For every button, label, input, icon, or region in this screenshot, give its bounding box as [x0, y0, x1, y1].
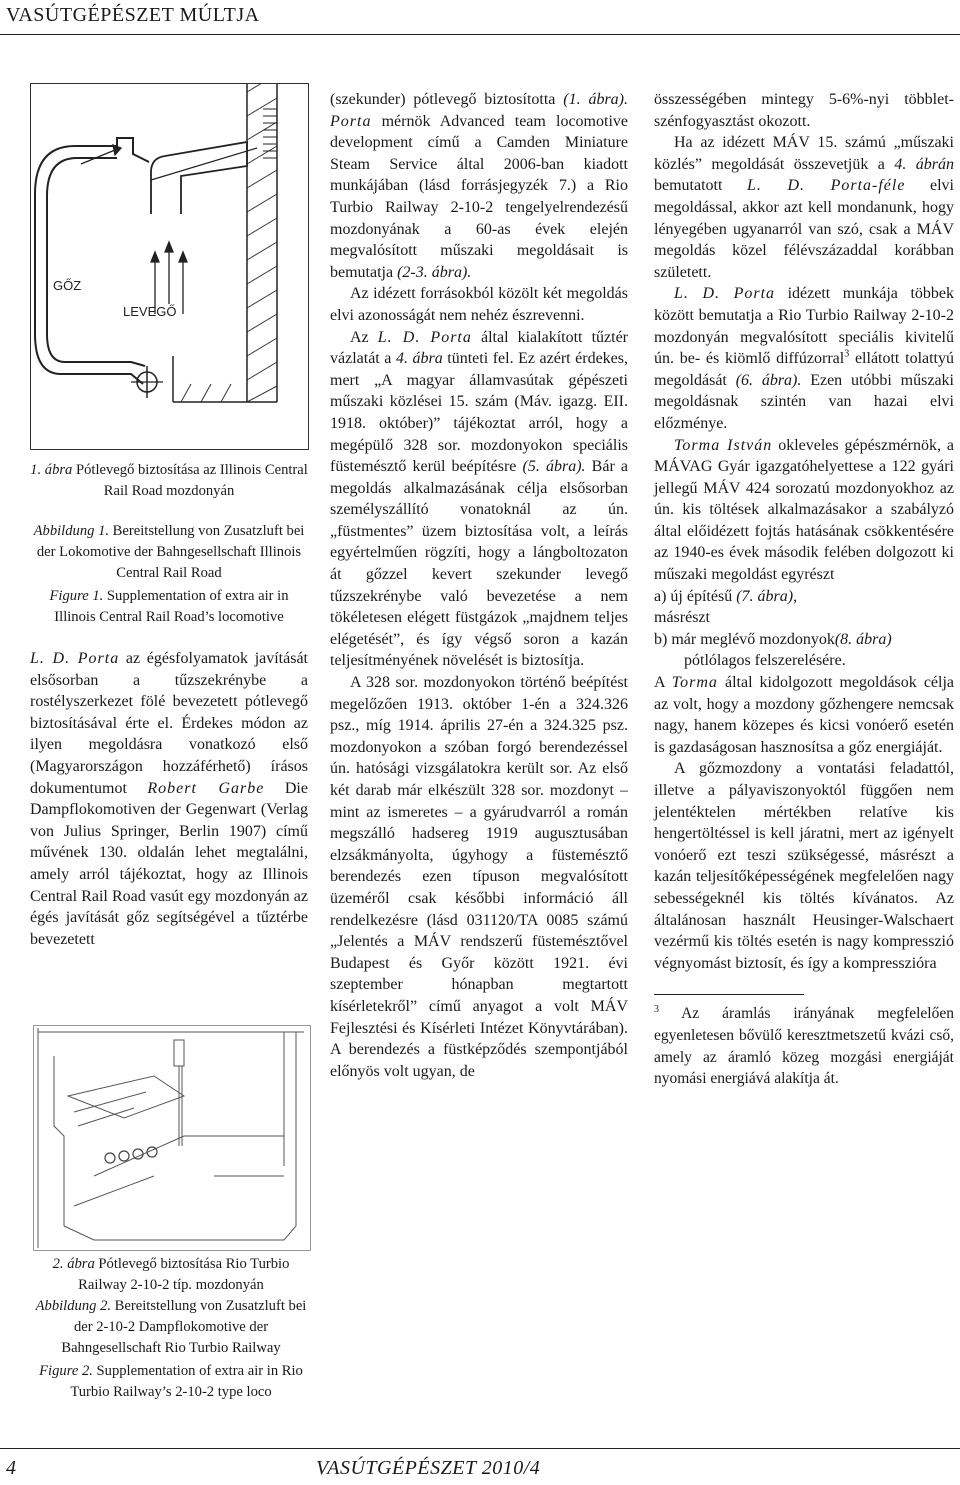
col1-text-a: az égésfolyamatok javítását elsősorban a tűzszekrénybe a rostélyszerkezet fölé bevezetett pótlevegő biztosításával érte el. Érdekes módon az ilyen megoldásra vonatkozó első (Magyarországon hozzáférhető) írásos dokumentumot — [30, 650, 308, 797]
col2-paragraph-1 — [330, 89, 628, 283]
fig-ref-4b: 4. ábrán — [894, 155, 955, 173]
col2-p3-c: által kialakított tűztér vázlatát a — [330, 328, 629, 368]
figure-1-text-hu: Pótlevegő biztosítása az Illinois Central Rail Road mozdonyán — [72, 462, 308, 499]
col2-p3-a: Az — [350, 328, 378, 346]
col3-p2-e: elvi megoldással, akkor azt kell mondanunk, hogy lényegében ugyanarról van szó, csak a MÁV megoldás közel félévszázaddal korábban született. — [654, 177, 954, 281]
author-garbe: Robert Garbe — [147, 779, 265, 797]
col3-p3-e: Ezen utóbbi műszaki megoldásnak szintén van hazai elvi előzménye. — [654, 371, 955, 432]
figure-1-text-en: Supplementation of extra air in Illinois Central Rail Road’s locomotive — [54, 588, 289, 625]
figure-1-svg — [31, 84, 308, 449]
col3-p3-b: idézett munkája többek között bemutatja a Rio Turbio Railway 2-10-2 mozdonyán megvalósított speciális kivitelű ún. be- és kiömlő diffúzorral — [654, 285, 954, 368]
author-porta-2: Porta — [330, 112, 372, 130]
col3-paragraph-6: A gőzmozdony a vontatási feladattól, illetve a pályaviszonyoktól függően nem jelentéktelen mértékben relatíve kis hengertöltéssel is kell járatni, mert az igényelt vonóerő ezt teszi szükségessé, másrészt a kazán teljesítőképességének megfelelően nagy sebességeknél kis töltés kívánatos. Az általánosan használt Heusinger-Walschaert vezérmű kis töltés esetén is nagy kompresszió végnyomást biztosít, és így a kompresszióra — [654, 760, 954, 972]
col1-paragraph-1 — [30, 648, 308, 950]
figure-1-label-air: LEVEGŐ — [123, 304, 177, 319]
author-porta-4: L. D. Porta-féle — [747, 177, 906, 195]
col2-p3-g: Bár a megoldás alkalmazásának célja elsősorban személyszállító vonatoknál az ún. „füstmentes” üzem biztosítása volt, a leírás egyértelműen rögzíti, hogy a lángboltozaton át gőzzel kevert szekunder levegő tűzszekrénybe való bevezetése a nem tökéletesen elégett füstgázok „majdnem teljes elégetését”, és így végső soron a kazán teljesítményének növelését is biztosítja. — [330, 458, 628, 670]
footnote-marker: 3 — [844, 348, 850, 360]
journal-title: VASÚTGÉPÉSZET 2010/4 — [316, 1457, 541, 1479]
footer-rule — [0, 1448, 960, 1449]
running-header: VASÚTGÉPÉSZET MÚLTJA — [6, 4, 260, 26]
fig-ref-6: (6. ábra). — [735, 371, 802, 389]
footnote-text: Az áramlás irányának megfelelően egyenletesen bővülő keresztmetszetű kvázi cső, amely az áramló közeg mozgási energiáját nyomási energiává alakítja át. — [654, 1005, 954, 1088]
col2-paragraph-4: A 328 sor. mozdonyokon történő beépítést megelőzően 1913. október 1-én a 324.326 psz., míg 1914. április 27-én a 324.325 psz. mozdonyokon a szóban forgó berendezéssel ún. hatósági vizsgálatokra került sor. Az első két darab már elkészült 328 sor. mozdonyt – mint az ismeretes – a gyárudvarról a román megszálló hadsereg 1919 augusztusában elzsákmányolta, úgyhogy a füstemésztő berendezés ezen típuson megvalósított üzeméről csak későbbi információ áll rendelkezésre (lásd 031120/TA 0085 számú „Jelentés a MÁV rendszerű füstemésztővel Budapest és Győr között 1921. évi szeptember hónapban megtartott kísérletekről” című anyagot a volt MÁV Fejlesztési és Kísérleti Intézet Könyvtárában). A berendezés a füstképződés szempontjából előnyös volt ugyan, de — [330, 674, 628, 1080]
fig-ref-8: (8. ábra) — [834, 630, 892, 648]
col2-paragraph-2: Az idézett forrásokból közölt két megoldás elvi azonosságát nem nehéz észrevenni. — [330, 285, 628, 324]
fig-ref-4: 4. ábra — [395, 350, 443, 368]
col2-paragraph-3 — [330, 327, 628, 673]
col3-paragraph-5 — [654, 672, 954, 758]
column-3 — [654, 89, 954, 1090]
col3-p2-c: bemutatott — [654, 177, 747, 195]
figure-1-caption-en — [28, 586, 310, 628]
figure-1-num-hu: 1. ábra — [30, 462, 73, 478]
author-porta-5: L. D. Porta — [674, 285, 776, 303]
col3-paragraph-4 — [654, 435, 954, 586]
figure-1-num-de: Abbildung 1. — [33, 523, 110, 539]
col3-p3-c: ellátott tolattyú megoldását — [654, 350, 955, 389]
figure-2-caption-en — [28, 1361, 314, 1403]
list-item-b — [654, 629, 954, 672]
column-1 — [30, 648, 308, 950]
figure-2-caption-de — [28, 1296, 314, 1359]
figure-1-drawing — [30, 83, 309, 450]
col3-paragraph-1: összességében mintegy 5-6%-nyi többlet-szénfogyasztást okozott. — [654, 91, 954, 130]
fig-ref-1: (1. ábra). — [563, 91, 628, 108]
col3-p4-b: okleveles gépészmérnök, a MÁVAG Gyár igazgatóhelyettese a 122 gyári jellegű MÁV 424 sorozatú mozdonyokhoz az ún. kis töltések alkalmazásakor a szabályzó által előidézett fojtás hatásának csökkentésére az 1940-es évek második felében dolgozott ki műszaki megoldást egyrészt — [654, 436, 954, 584]
column-2 — [330, 89, 628, 1082]
figure-2-svg — [34, 1026, 310, 1250]
figure-1-num-en: Figure 1. — [49, 588, 104, 604]
figure-2-num-hu: 2. ábra — [52, 1256, 95, 1272]
figure-2-caption-hu — [28, 1254, 314, 1296]
list-b-text-2: pótlólagos felszerelésére. — [684, 652, 846, 670]
author-porta-3: L. D. Porta — [377, 328, 472, 346]
author-torma-2: Torma — [671, 674, 718, 692]
list-b-text: b) már meglévő mozdonyok — [654, 630, 835, 648]
col3-paragraph-3 — [654, 283, 954, 434]
fig-ref-2-3: (2-3. ábra). — [397, 263, 472, 281]
fig-ref-5: (5. ábra). — [522, 458, 586, 476]
col2-p3-e: tünteti fel. Ez azért érdekes, mert „A magyar államvasútak gépészeti műszaki közlései 15. szám (Máv. igazg. EII. 1918. október)” tájékoztat arról, hogy a megépülő 328 sor. mozdonyokon speciális füstemésztő kerül beépítésre — [330, 350, 629, 476]
fig-ref-7: (7. ábra), — [736, 587, 798, 605]
figure-1-caption-de — [28, 521, 310, 584]
footnote-3 — [654, 1003, 954, 1089]
col2-p1-a: (szekunder) pótlevegő biztosította — [330, 91, 564, 108]
header-rule — [0, 34, 960, 35]
col1-text-b: Die Dampflokomotiven der Gegenwart (Verlag von Julius Springer, Berlin 1907) című művének 130. oldalán lehet megtalálni, amely arról tájékoztat, hogy az Illinois Central Rail Road vasút egy mozdonyán az égés javítását gőz segítségével a tűztérbe bevezetett — [30, 779, 308, 948]
list-a-text: a) új építésű — [654, 587, 737, 605]
figure-2-num-de: Abbildung 2. — [35, 1298, 112, 1314]
footnote-rule — [654, 994, 804, 995]
col3-p5-c: által kidolgozott megoldások célja az volt, hogy a mozdony gőzhengere nemcsak nagy, hanem közepes és kicsi vonóerő esetén is gazdaságosan hasznosítsa a gőz energiáját. — [654, 674, 955, 756]
col2-p1-d: mérnök Advanced team locomotive development című a Camden Miniature Steam Service által 2006-ban kiadott munkájában (lásd forrásjegyzék 7.) a Rio Turbio Railway 2-10-2 tengelyelrendezésű mozdonyának a 60-as évek elején megvalósított műszaki megoldásait is bemutatja — [330, 112, 628, 281]
author-torma: Torma István — [674, 436, 773, 454]
figure-2-text-hu: Pótlevegő biztosítása Rio Turbio Railway 2-10-2 típ. mozdonyán — [78, 1256, 290, 1293]
figure-2-text-de: Bereitstellung von Zusatzluft bei der 2-10-2 Dampflokomotive der Bahngesellschaft Rio Turbio Railway — [61, 1298, 307, 1356]
figure-1-caption-hu — [28, 460, 310, 502]
figure-1-label-steam: GŐZ — [53, 278, 82, 293]
footnote-number: 3 — [654, 1004, 659, 1016]
list-item-a — [654, 586, 954, 608]
author-porta: L. D. Porta — [30, 650, 120, 667]
figure-2-drawing — [33, 1025, 311, 1251]
col3-p5-a: A — [654, 674, 672, 692]
figure-1-text-de: Bereitstellung von Zusatzluft bei der Lokomotive der Bahngesellschaft Illinois Central Rail Road — [36, 523, 305, 581]
col3-p2-a: Ha az idézett MÁV 15. számú „műszaki közlés” megoldását összevetjük a — [654, 134, 954, 173]
list-connector: másrészt — [654, 609, 710, 627]
figure-2-num-en: Figure 2. — [39, 1363, 93, 1379]
col3-paragraph-2 — [654, 132, 954, 283]
figure-2-text-en: Supplementation of extra air in Rio Turbio Railway’s 2-10-2 type loco — [70, 1363, 303, 1400]
page-number: 4 — [6, 1457, 16, 1479]
